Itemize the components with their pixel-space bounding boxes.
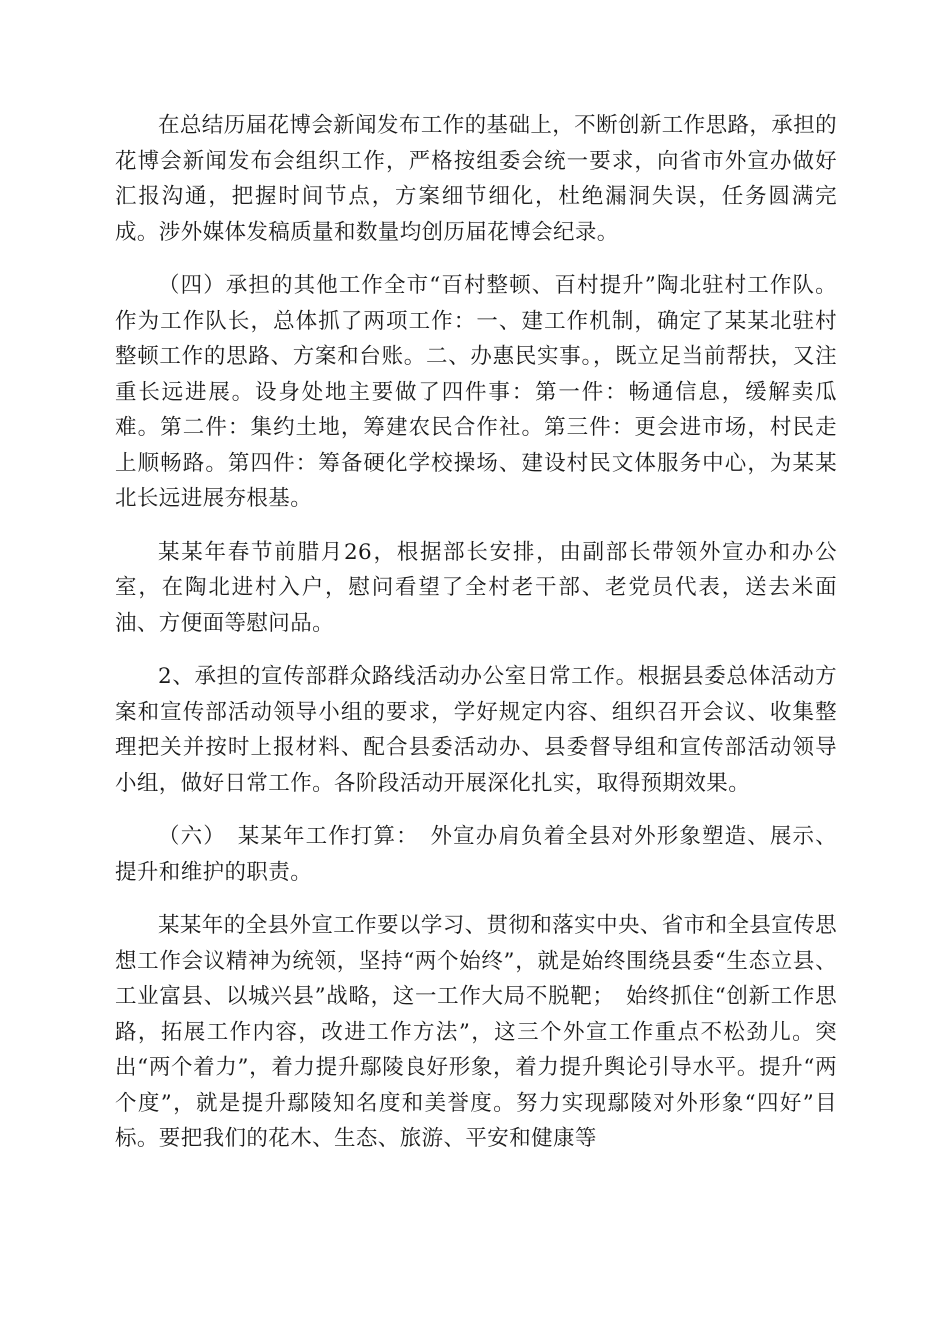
paragraph-external-publicity-plan: 某某年的全县外宣工作要以学习、贯彻和落实中央、省市和全县宣传思想工作会议精神为统领，坚持“两个始终”，就是始终围绕县委“生态立县、工业富县、以城兴县”战略，这一工作大局不脱靶； 始终抓住“创新工作思路，拓展工作内容，改进工作方法”，这三个外宣工作重点不松劲儿。突出“两个着力”，着力提升鄢陵良好形象，着力提升舆论引导水平。提升“两个度”，就是提升鄢陵知名度和美誉度。努力实现鄢陵对外形象“四好”目标。要把我们的花木、生态、旅游、平安和健康等	[115, 913, 837, 1151]
document-body	[115, 108, 837, 1157]
paragraph-spring-festival-visit: 某某年春节前腊月26，根据部长安排，由副部长带领外宣办和办公室，在陶北进村入户，慰问看望了全村老干部、老党员代表，送去米面油、方便面等慰问品。	[115, 539, 837, 636]
paragraph-flower-expo-press: 在总结历届花博会新闻发布工作的基础上，不断创新工作思路，承担的花博会新闻发布会组织工作，严格按组委会统一要求，向省市外宣办做好汇报沟通，把握时间节点，方案细节细化，杜绝漏洞失误，任务圆满完成。涉外媒体发稿质量和数量均创历届花博会纪录。	[115, 113, 837, 245]
paragraph-work-plan-heading: （六） 某某年工作打算： 外宣办肩负着全县对外形象塑造、展示、提升和维护的职责。	[115, 824, 837, 885]
paragraph-village-work-team: （四）承担的其他工作全市“百村整顿、百村提升”陶北驻村工作队。作为工作队长，总体抓了两项工作：一、建工作机制，确定了某某北驻村整顿工作的思路、方案和台账。二、办惠民实事。，既立足当前帮扶，又注重长远进展。设身处地主要做了四件事：第一件：畅通信息，缓解卖瓜难。第二件：集约土地，筹建农民合作社。第三件：更会进市场，村民走上顺畅路。第四件：筹备硬化学校操场、建设村民文体服务中心，为某某北长远进展夯根基。	[115, 273, 837, 511]
paragraph-mass-line-office: 2、承担的宣传部群众路线活动办公室日常工作。根据县委总体活动方案和宣传部活动领导小组的要求，学好规定内容、组织召开会议、收集整理把关并按时上报材料、配合县委活动办、县委督导组和宣传部活动领导小组，做好日常工作。各阶段活动开展深化扎实，取得预期效果。	[115, 664, 837, 796]
